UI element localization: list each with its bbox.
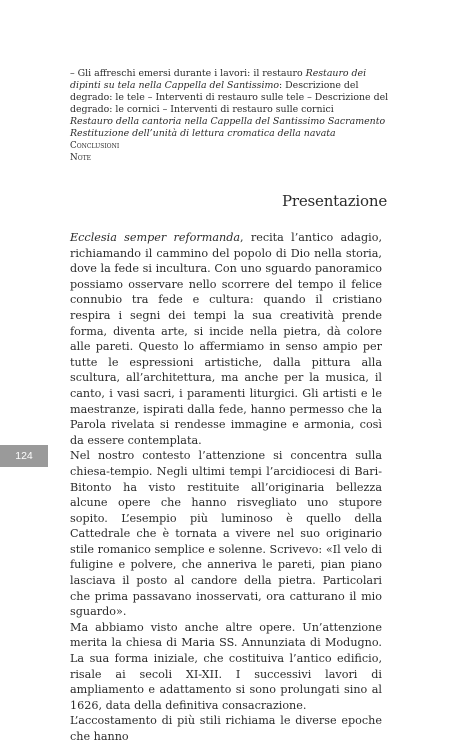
toc-text: : Descrizione del degrado: le tele – Interventi di restauro sulle tele – Descrizione del degrado: le cornici – Interventi di restauro sulle cornici (70, 80, 389, 115)
toc-entry-frescoes (70, 68, 390, 116)
paragraph-text: , recita l’antico adagio, richiamando il cammino del popolo di Dio nella storia, dove la fede si incultura. Con uno sguardo panoramico possiamo osservare nello scorrere del tempo il felice connubio tra fede e cultura: quando il cristiano respira i segni dei tempi la sua creatività prende forma, diventa arte, si incide nella pietra, dà colore alle pareti. Questo lo affermiamo in senso ampio per tutte le espressioni artistiche, dalla pittura alla scultura, all’architettura, ma anche per la musica, il canto, i vasi sacri, i paramenti liturgici. Gli artisti e le maestranze, ispirati dalla fede, hanno permesso che la Parola rivelata si rendesse immagine e armonia, così da essere contemplata. (70, 231, 383, 447)
toc-entry-conclusioni: Conclusioni (70, 141, 120, 151)
page-number-tab (0, 445, 48, 467)
toc-entry-navata: Restituzione dell’unità di lettura cromatica della navata (70, 128, 336, 139)
paragraph-4: L’accostamento di più stili richiama le diverse epoche che hanno (70, 714, 382, 743)
toc-text: – Gli affreschi emersi durante i lavori: il restauro (70, 68, 306, 79)
paragraph-2: Nel nostro contesto l’attenzione si concentra sulla chiesa-tempio. Negli ultimi tempi l’arcidiocesi di Bari-Bitonto ha visto restituite all’originaria bellezza alcune opere che hanno risvegliato uno stupore sopito. L’esempio più luminoso è quello della Cattedrale che è tornata a vivere nel suo originario stile romanico semplice e solenne. Scrivevo: «Il velo di fuligine e polvere, che anneriva le pareti, pian piano lasciava il posto al candore della pietra. Particolari che prima passavano inosservati, ora catturano il mio sguardo». (70, 449, 382, 619)
paragraph-1 (70, 230, 382, 448)
toc-entry-note: Note (70, 153, 91, 163)
toc-entry-cantoria: Restauro della cantoria nella Cappella del Santissimo Sacramento (70, 116, 386, 127)
body-text (70, 230, 382, 745)
paragraph-3: Ma abbiamo visto anche altre opere. Un’attenzione merita la chiesa di Maria SS. Annunziata di Modugno. La sua forma iniziale, che costituiva l’antico edificio, risale ai secoli XI-XII. I successivi lavori di ampliamento e adattamento si sono prolungati sino al 1626, data della definitiva consacrazione. (70, 620, 382, 712)
table-of-contents (70, 68, 390, 164)
latin-phrase: Ecclesia semper reformanda (70, 231, 241, 244)
toc-italic-title: Restauro dei dipinti su tela nella Cappella del Santissimo (70, 68, 367, 91)
section-title: Presentazione (281, 192, 387, 210)
page-number: 124 (15, 450, 33, 462)
